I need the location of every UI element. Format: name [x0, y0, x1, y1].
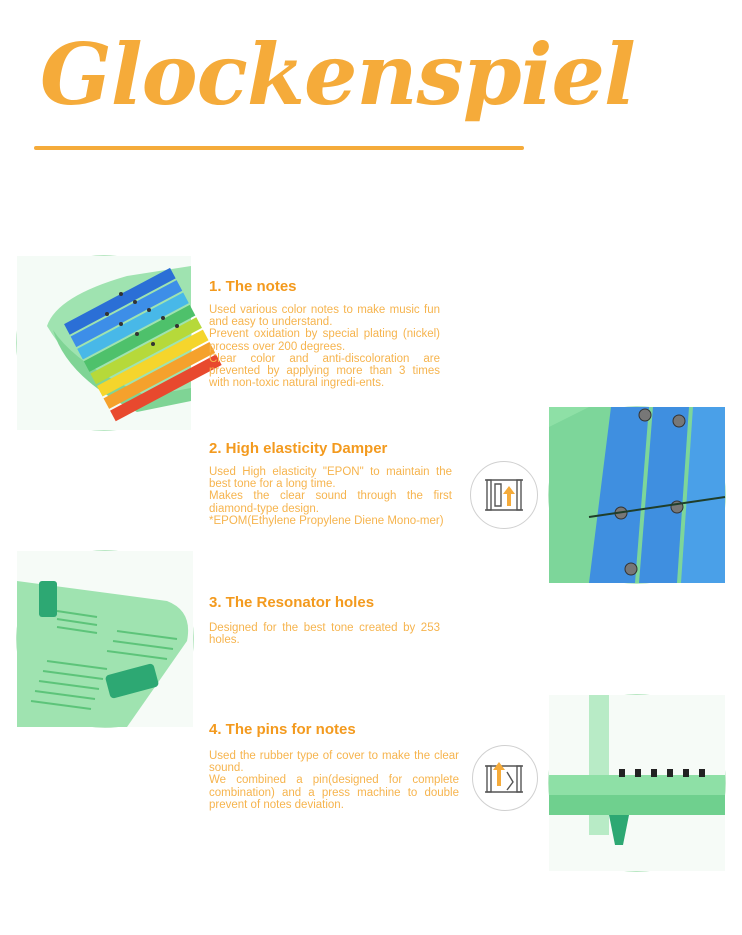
section-4-heading: 4. The pins for notes: [209, 721, 356, 738]
pin-diagram-icon: [472, 745, 538, 811]
section-1-description: Used various color notes to make music fun and easy to understand. Prevent oxidation by special plating (nickel) process over 200 degrees. Clear color and anti-discoloration are prevented by applying more than 3 times with non-toxic natural ingredi-ents.: [209, 304, 440, 390]
damper-photo: [548, 406, 726, 584]
title-divider: [34, 146, 524, 150]
page-title: Glockenspiel: [40, 25, 635, 124]
section-2-description: Used High elasticity "EPON" to maintain the best tone for a long time. Makes the clear sound through the first diamond-type design. *EPOM(Ethylene Propylene Diene Mono-mer): [209, 466, 452, 527]
pins-photo: [548, 694, 726, 872]
section-1-heading: 1. The notes: [209, 278, 297, 295]
section-3-heading: 3. The Resonator holes: [209, 594, 375, 611]
damper-diagram-icon: [470, 461, 538, 529]
section-2-heading: 2. High elasticity Damper: [209, 440, 388, 457]
resonator-photo: [16, 550, 194, 728]
title-logo: [34, 0, 635, 140]
notes-photo: [16, 255, 192, 431]
section-3-description: Designed for the best tone created by 253 holes.: [209, 622, 440, 647]
section-4-description: Used the rubber type of cover to make the clear sound. We combined a pin(designed for complete combination) and a press machine to double prevent of notes deviation.: [209, 750, 459, 811]
